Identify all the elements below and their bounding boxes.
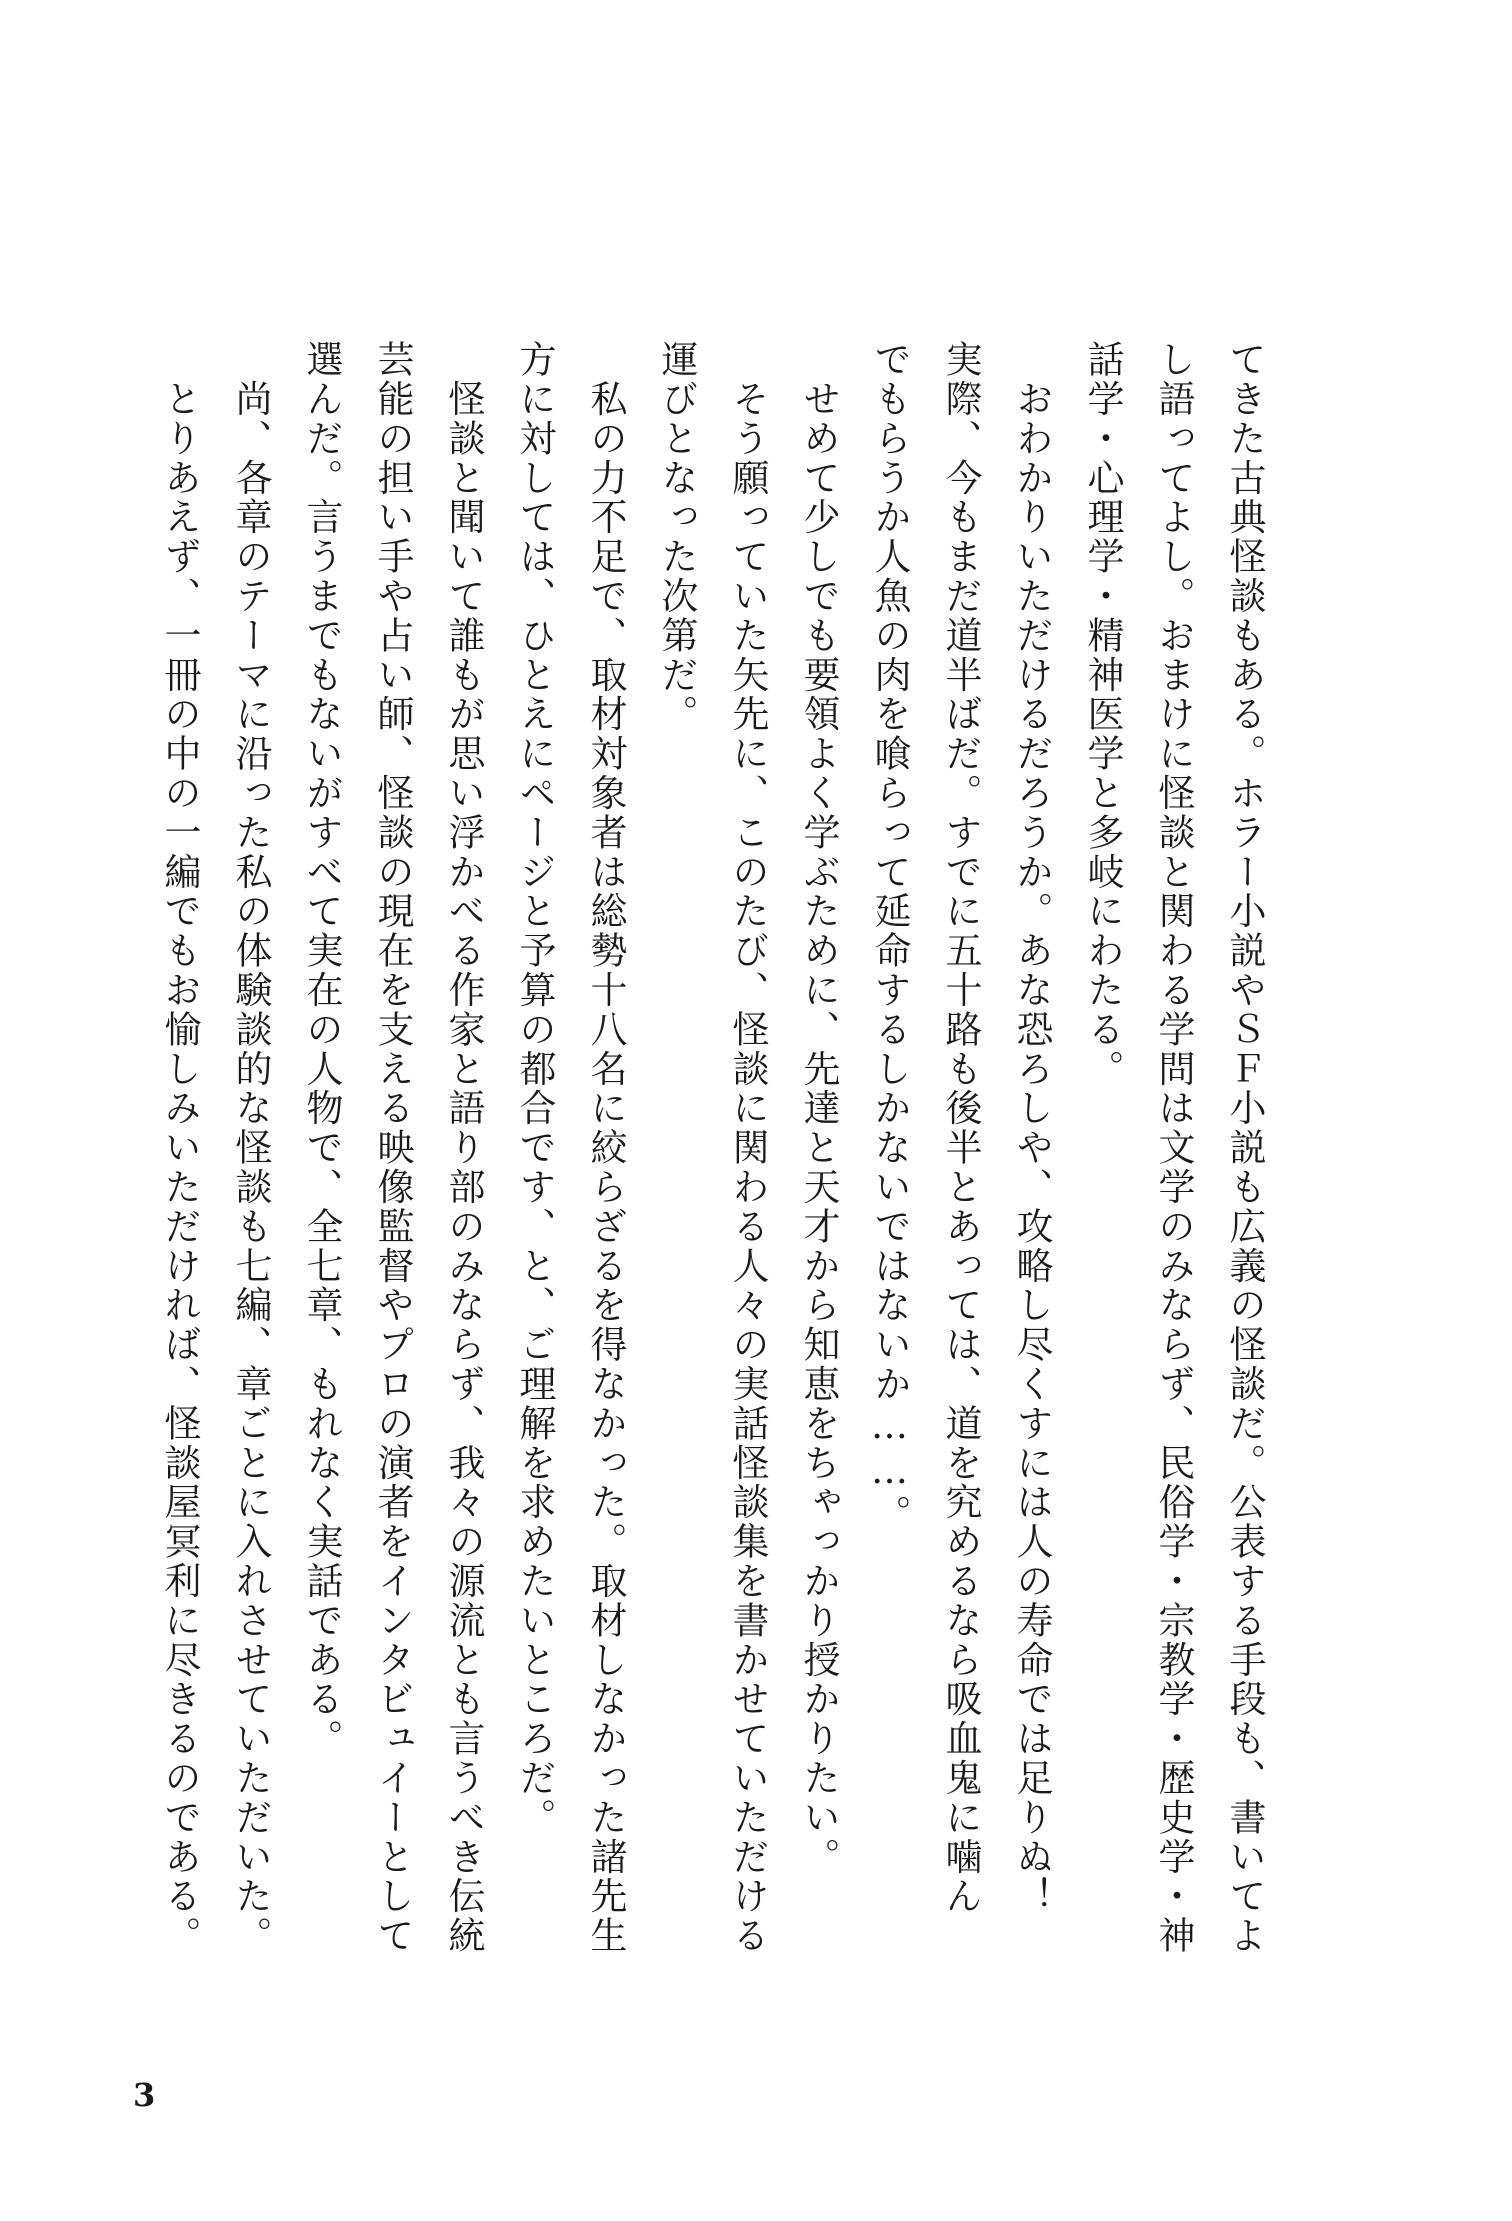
text-line-14: 選んだ。言うまでもないがすべて実在の人物で、全七章、もれなく実話である。	[300, 340, 343, 1759]
text-line-4: おわかりいただけるだろうか。あな恐ろしや、攻略し尽くすには人の寿命では足りぬ！	[1010, 340, 1053, 1916]
text-line-2: し語ってよし。おまけに怪談と関わる学問は文学のみならず、民俗学・宗教学・歴史学・神	[1152, 340, 1195, 1956]
text-line-15: 尚、各章のテーマに沿った私の体験談的な怪談も七編、章ごとに入れさせていただいた。	[229, 340, 272, 1956]
text-line-3: 話学・心理学・精神医学と多岐にわたる。	[1081, 340, 1124, 1089]
text-line-5: 実際、今もまだ道半ばだ。すでに五十路も後半とあっては、道を究めるなら吸血鬼に噛ん	[939, 340, 982, 1916]
text-line-8: そう願っていた矢先に、このたび、怪談に関わる人々の実話怪談集を書かせていただける	[726, 340, 769, 1956]
text-line-12: 怪談と聞いて誰もが思い浮かべる作家と語り部のみならず、我々の源流とも言うべき伝統	[442, 340, 485, 1956]
text-line-9: 運びとなった次第だ。	[655, 340, 698, 734]
text-line-1: てきた古典怪談もある。ホラー小説やＳＦ小説も広義の怪談だ。公表する手段も、書いてよ	[1223, 340, 1266, 1956]
text-line-10: 私の力不足で、取材対象者は総勢十八名に絞らざるを得なかった。取材しなかった諸先生	[584, 340, 627, 1956]
text-line-11: 方に対しては、ひとえにページと予算の都合です、と、ご理解を求めたいところだ。	[513, 340, 556, 1838]
text-line-13: 芸能の担い手や占い師、怪談の現在を支える映像監督やプロの演者をインタビュイーとして	[371, 340, 414, 1956]
text-line-6: でもらうか人魚の肉を喰らって延命するしかないではないか……。	[868, 340, 911, 1534]
page-number: 3	[133, 2076, 156, 2114]
vertical-text-body	[158, 340, 1280, 1956]
text-line-7: せめて少しでも要領よく学ぶために、先達と天才から知恵をちゃっかり授かりたい。	[797, 340, 840, 1877]
text-line-16: とりあえず、一冊の中の一編でもお愉しみいただければ、怪談屋冥利に尽きるのである。	[158, 340, 201, 1956]
